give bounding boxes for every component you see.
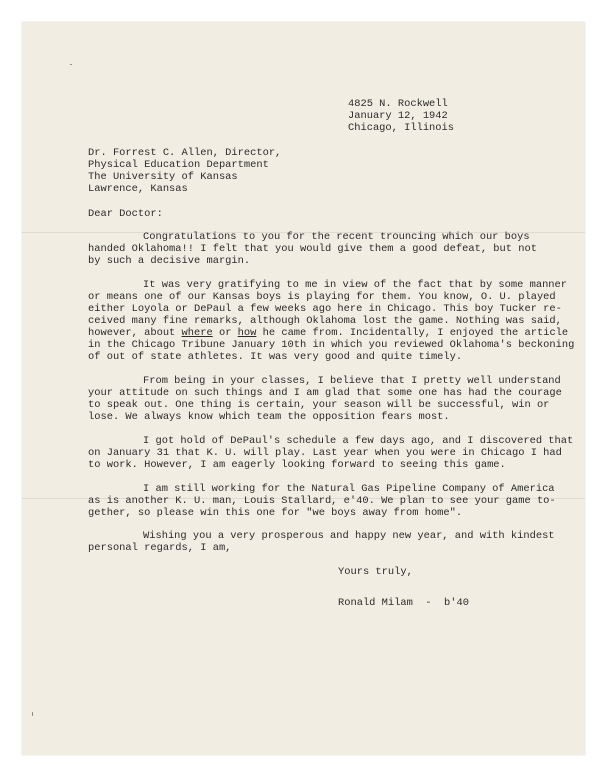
body-text: however, about: [88, 327, 182, 339]
body-line: or means one of our Kansas boys is playing for them. You know, O. U. played: [88, 291, 556, 303]
body-line: gether, so please win this one for "we boys away from home".: [88, 507, 463, 519]
body-line: of out of state athletes. It was very good and quite timely.: [88, 351, 463, 363]
body-line: on January 31 that K. U. will play. Last year when you were in Chicago I had: [88, 447, 562, 459]
underlined-word: where: [181, 327, 213, 339]
paper-speck: [32, 712, 33, 716]
body-line: to work. However, I am eagerly looking forward to seeing this game.: [88, 459, 506, 471]
body-line: Wishing you a very prosperous and happy new year, and with kindest: [143, 530, 555, 542]
sender-street: 4825 N. Rockwell: [348, 98, 448, 110]
recipient-name: Dr. Forrest C. Allen, Director,: [88, 147, 282, 159]
recipient-department: Physical Education Department: [88, 159, 269, 171]
body-line: ceived many fine remarks, although Oklahoma lost the game. Nothing was said,: [88, 315, 562, 327]
body-line: [88, 327, 568, 339]
body-line: to speak out. One thing is certain, your season will be successful, win or: [88, 399, 550, 411]
body-line: I got hold of DePaul's schedule a few days ago, and I discovered that: [143, 435, 574, 447]
letter-date: January 12, 1942: [348, 110, 448, 122]
body-line: lose. We always know which team the opposition fears most.: [88, 411, 450, 423]
body-line: personal regards, I am,: [88, 542, 232, 554]
body-line: I am still working for the Natural Gas Pipeline Company of America: [143, 483, 555, 495]
body-line: handed Oklahoma!! I felt that you would give them a good defeat, but not: [88, 243, 537, 255]
underlined-word: how: [237, 327, 257, 339]
signature: Ronald Milam - b'40: [338, 597, 469, 609]
salutation: Dear Doctor:: [88, 208, 163, 220]
recipient-institution: The University of Kansas: [88, 171, 238, 183]
closing: Yours truly,: [338, 566, 413, 578]
body-line: as is another K. U. man, Louis Stallard, e'40. We plan to see your game to-: [88, 495, 556, 507]
sender-city: Chicago, Illinois: [348, 122, 455, 134]
body-text: or: [212, 327, 238, 339]
paper-speck: [70, 64, 72, 65]
body-line: either Loyola or DePaul a few weeks ago here in Chicago. This boy Tucker re-: [88, 303, 562, 315]
body-line: in the Chicago Tribune January 10th in which you reviewed Oklahoma's beckoning: [88, 339, 575, 351]
body-line: It was very gratifying to me in view of the fact that by some manner: [143, 279, 568, 291]
body-line: your attitude on such things and I am glad that some one has had the courage: [88, 387, 562, 399]
body-line: by such a decisive margin.: [88, 255, 251, 267]
body-text: he came from. Incidentally, I enjoyed the article: [256, 327, 569, 339]
body-line: From being in your classes, I believe that I pretty well understand: [143, 375, 561, 387]
recipient-location: Lawrence, Kansas: [88, 183, 188, 195]
body-line: Congratulations to you for the recent trouncing which our boys: [143, 231, 530, 243]
